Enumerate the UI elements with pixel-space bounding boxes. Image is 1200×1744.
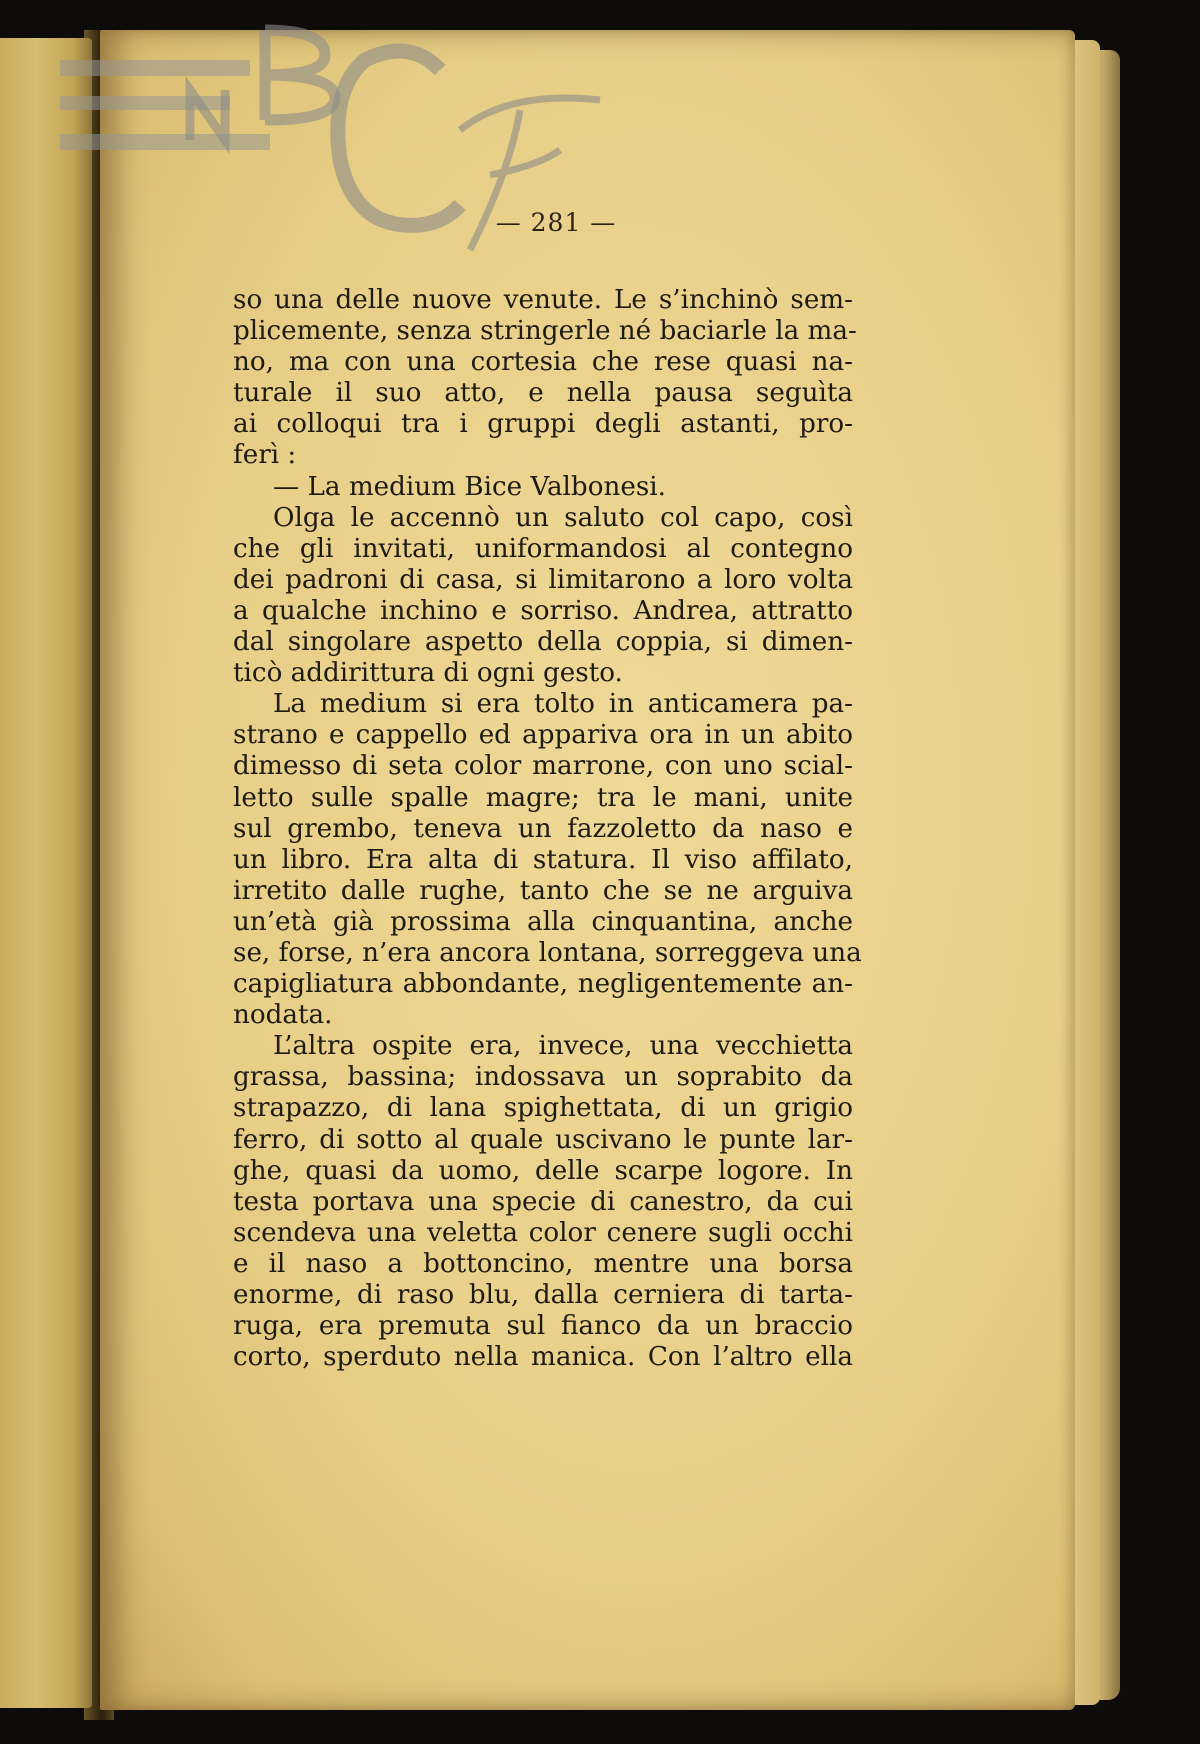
text-line: ai colloqui tra i gruppi degli astanti, pro- [233,409,853,440]
page-body-text [233,285,862,1373]
previous-page-edge [0,38,92,1708]
text-line: no, ma con una cortesia che rese quasi na- [233,347,853,378]
text-line: testa portava una specie di canestro, da cui [233,1186,853,1217]
text-line: nodata. [233,1000,333,1031]
text-line: capigliatura abbondante, negligentemente an- [233,969,853,1000]
text-line: scendeva una veletta color cenere sugli occhi [233,1217,853,1248]
text-line: a qualche inchino e sorriso. Andrea, attratto [233,595,853,626]
text-line: corto, sperduto nella manica. Con l’altro ella [233,1342,853,1373]
text-line: turale il suo atto, e nella pausa seguìta [233,378,853,409]
text-line: strapazzo, di lana spighettata, di un grigio [233,1093,853,1124]
text-line: ruga, era premuta sul fianco da un braccio [233,1311,853,1342]
text-line: Olga le accennò un saluto col capo, così [273,502,853,533]
text-line: dimesso di seta color marrone, con uno scial- [233,751,853,782]
text-line: che gli invitati, uniformandosi al contegno [233,533,853,564]
text-line: enorme, di raso blu, dalla cerniera di tarta- [233,1280,853,1310]
text-line: irretito dalle rughe, tanto che se ne arguiva [233,875,853,906]
text-line: plicemente, senza stringerle né baciarle la ma- [233,316,857,347]
text-line: dal singolare aspetto della coppia, si dimen- [233,627,853,658]
page-number: — 281 — [495,208,617,237]
text-line: e il naso a bottoncino, mentre una borsa [233,1248,853,1279]
text-line: un libro. Era alta di statura. Il viso affilato, [233,844,853,875]
text-line: strano e cappello ed appariva ora in un abito [233,720,853,751]
text-line: ghe, quasi da uomo, delle scarpe logore. In [233,1155,853,1186]
text-line: so una delle nuove venute. Le s’inchinò sem- [233,285,853,315]
text-line: se, forse, n’era ancora lontana, sorreggeva una [233,937,862,968]
text-line: sul grembo, teneva un fazzoletto da naso e [233,813,853,844]
text-line: dei padroni di casa, si limitarono a loro volta [233,564,853,595]
text-line: un’età già prossima alla cinquantina, anche [233,906,853,937]
text-line: ticò addirittura di ogni gesto. [233,658,623,689]
text-line: — La medium Bice Valbonesi. [273,471,666,502]
text-line: La medium si era tolto in anticamera pa- [273,689,853,720]
text-line: ferro, di sotto al quale uscivano le punte lar- [233,1124,853,1155]
text-line: letto sulle spalle magre; tra le mani, unite [233,782,853,813]
text-line: ferì : [233,440,297,471]
text-line: grassa, bassina; indossava un soprabito da [233,1062,853,1093]
text-line: L’altra ospite era, invece, una vecchietta [273,1031,853,1062]
